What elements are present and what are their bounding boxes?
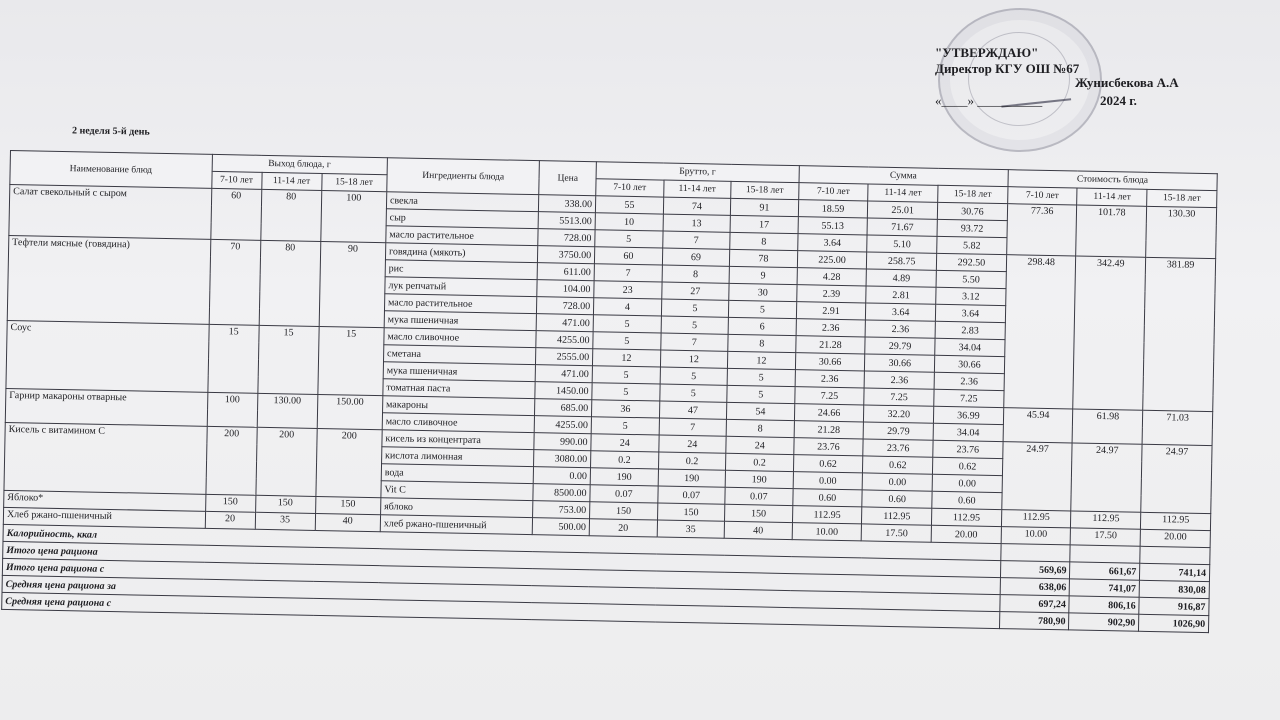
cell-s2: 4.89 <box>866 269 936 287</box>
cell-s1: 7.25 <box>794 387 864 405</box>
cell-price: 471.00 <box>536 365 593 383</box>
cell-b2: 27 <box>661 282 729 300</box>
cell-ing: Vit C <box>381 481 534 501</box>
cell-b3: 190 <box>725 470 793 488</box>
cell-s1: 2.39 <box>796 285 866 303</box>
cell-b3: 78 <box>730 249 798 267</box>
cell-s1: 24.66 <box>794 404 864 422</box>
approval-year: 2024 г. <box>1100 93 1137 108</box>
cell-price: 728.00 <box>538 229 595 247</box>
cell-s1: 0.62 <box>793 455 863 473</box>
cell-s2: 71.67 <box>867 218 937 236</box>
cell-b2: 74 <box>663 197 731 215</box>
cell-b1: 24 <box>591 434 659 452</box>
cell-s1: 10.00 <box>792 523 862 541</box>
cell-s2: 29.79 <box>865 337 935 355</box>
header-output: Выход блюда, г <box>212 154 388 174</box>
cell-s1: 0.00 <box>793 472 863 490</box>
cell-c1: 45.94 <box>1003 408 1073 443</box>
cell-s3: 2.83 <box>935 321 1005 339</box>
cell-ing: макароны <box>382 396 535 416</box>
cell-b2: 0.2 <box>658 452 726 470</box>
cell-o3: 40 <box>315 513 381 531</box>
header-age: 15-18 лет <box>321 173 387 191</box>
cell-c1: 298.48 <box>1004 255 1077 409</box>
cell-dish: Тефтели мясные (говядина) <box>7 235 210 324</box>
cell-price: 611.00 <box>538 263 595 281</box>
cell-dish: Гарнир макароны отварные <box>5 388 207 426</box>
cell-price: 4255.00 <box>535 416 592 434</box>
cell-o1: 60 <box>210 188 261 240</box>
cell-b1: 20 <box>589 519 657 537</box>
cell-s3: 2.36 <box>934 372 1004 390</box>
cell-s3: 3.12 <box>936 287 1006 305</box>
totals-value: 780,90 <box>999 612 1069 630</box>
cell-s1: 18.59 <box>798 200 868 218</box>
cell-b2: 5 <box>659 384 727 402</box>
cell-s3: 292.50 <box>936 253 1006 271</box>
cell-dish: Соус <box>6 320 209 392</box>
totals-label: Средняя цена рациона за <box>2 575 1000 611</box>
cell-s1: 112.95 <box>792 506 862 524</box>
cell-b1: 5 <box>593 315 661 333</box>
cell-dish: Яблоко* <box>4 490 206 511</box>
cell-b1: 5 <box>595 230 663 248</box>
cell-s1: 30.66 <box>795 353 865 371</box>
cell-b2: 35 <box>657 520 725 538</box>
cell-c3: 20.00 <box>1140 529 1210 547</box>
header-age: 15-18 лет <box>938 185 1008 203</box>
cell-s3: 20.00 <box>931 525 1001 543</box>
approval-dateline: «____» __________ <box>935 93 1043 108</box>
header-ingredients: Ингредиенты блюда <box>387 158 540 195</box>
cell-b1: 12 <box>593 349 661 367</box>
cell-b1: 5 <box>592 366 660 384</box>
cell-s3: 0.00 <box>932 474 1002 492</box>
cell-b1: 55 <box>595 196 663 214</box>
cell-ing: мука пшеничная <box>384 311 537 331</box>
cell-b3: 40 <box>724 521 792 539</box>
totals-value: 697,24 <box>1000 595 1070 613</box>
cell-c3: 112.95 <box>1141 512 1211 530</box>
cell-s3: 30.76 <box>937 202 1007 220</box>
cell-ing: масло растительное <box>384 294 537 314</box>
cell-b3: 0.2 <box>726 453 794 471</box>
cell-dish: Хлеб ржано-пшеничный <box>3 507 205 528</box>
cell-ing: сметана <box>383 345 536 365</box>
cell-s1: 21.28 <box>794 421 864 439</box>
cell-s3: 23.76 <box>933 440 1003 458</box>
cell-price: 500.00 <box>533 518 590 536</box>
header-cost: Стоимость блюда <box>1008 170 1218 191</box>
cell-s1: 2.36 <box>796 319 866 337</box>
totals-value <box>1001 544 1071 562</box>
cell-price: 2555.00 <box>536 348 593 366</box>
cell-b3: 12 <box>728 351 796 369</box>
cell-dish: Салат свекольный с сыром <box>9 185 211 240</box>
cell-s2: 112.95 <box>862 507 932 525</box>
cell-price: 990.00 <box>534 433 591 451</box>
cell-b3: 54 <box>727 402 795 420</box>
header-age: 7-10 лет <box>1007 187 1077 205</box>
cell-price: 5513.00 <box>538 212 595 230</box>
cell-b2: 7 <box>659 418 727 436</box>
cell-s2: 7.25 <box>864 388 934 406</box>
cell-s3: 0.60 <box>932 491 1002 509</box>
cell-o1: 150 <box>205 494 255 512</box>
cell-c2: 61.98 <box>1073 409 1143 444</box>
cell-b3: 5 <box>727 385 795 403</box>
cell-c3: 130.30 <box>1146 206 1217 258</box>
cell-ing: мука пшеничная <box>383 362 536 382</box>
cell-b2: 150 <box>657 503 725 521</box>
approval-director: Директор КГУ ОШ №67 <box>935 61 1080 76</box>
cell-s2: 17.50 <box>861 524 931 542</box>
cell-ing: яблоко <box>380 498 533 518</box>
cell-s2: 29.79 <box>863 422 933 440</box>
cell-s2: 0.00 <box>862 473 932 491</box>
cell-c1: 112.95 <box>1001 510 1071 528</box>
header-sum: Сумма <box>799 166 1008 187</box>
cell-o1: 20 <box>205 511 255 529</box>
totals-value: 569,69 <box>1000 561 1070 579</box>
cell-s3: 34.04 <box>935 338 1005 356</box>
cell-ing: масло растительное <box>386 226 539 246</box>
cell-b2: 13 <box>663 214 731 232</box>
cell-b2: 7 <box>662 231 730 249</box>
cell-price: 753.00 <box>533 501 590 519</box>
cell-o1: 70 <box>209 239 261 325</box>
header-age: 15-18 лет <box>731 181 799 199</box>
cell-b2: 12 <box>660 350 728 368</box>
cell-o2: 200 <box>256 427 317 496</box>
cell-b1: 5 <box>593 332 661 350</box>
menu-body <box>3 185 1216 548</box>
cell-s2: 2.36 <box>864 371 934 389</box>
cell-s1: 23.76 <box>793 438 863 456</box>
cell-ing: говядина (мякоть) <box>385 243 538 263</box>
cell-b1: 7 <box>594 264 662 282</box>
cell-o2: 15 <box>257 325 318 394</box>
cell-s2: 258.75 <box>867 252 937 270</box>
cell-s2: 0.60 <box>862 490 932 508</box>
cell-s1: 4.28 <box>797 268 867 286</box>
menu-table <box>1 150 1218 633</box>
cell-s1: 225.00 <box>797 251 867 269</box>
cell-c1: 10.00 <box>1001 527 1071 545</box>
totals-value <box>1070 545 1140 563</box>
cell-dish: Кисель с витамином С <box>4 422 207 494</box>
totals-label: Калорийность, ккал <box>3 524 1001 560</box>
totals-label: Средняя цена рациона с <box>2 592 1000 628</box>
cell-b2: 24 <box>658 435 726 453</box>
cell-price: 8500.00 <box>533 484 590 502</box>
cell-b1: 4 <box>593 298 661 316</box>
cell-b2: 7 <box>660 333 728 351</box>
cell-b2: 47 <box>659 401 727 419</box>
header-age: 7-10 лет <box>798 183 868 201</box>
cell-ing: свекла <box>386 192 539 212</box>
totals-value: 916,87 <box>1139 597 1209 615</box>
cell-s3: 36.99 <box>933 406 1003 424</box>
cell-price: 0.00 <box>534 467 591 485</box>
cell-s2: 23.76 <box>863 439 933 457</box>
cell-b2: 69 <box>662 248 730 266</box>
cell-b1: 10 <box>595 213 663 231</box>
cell-s3: 112.95 <box>932 508 1002 526</box>
cell-b2: 5 <box>661 316 729 334</box>
cell-c2: 342.49 <box>1073 256 1146 410</box>
cell-o3: 90 <box>319 241 386 327</box>
header-age: 11-14 лет <box>868 184 938 202</box>
cell-price: 338.00 <box>539 195 596 213</box>
cell-b3: 9 <box>729 266 797 284</box>
cell-c2: 112.95 <box>1071 511 1141 529</box>
totals-label: Итого цена рациона <box>3 541 1001 577</box>
cell-s1: 55.13 <box>798 217 868 235</box>
cell-o2: 80 <box>260 189 321 241</box>
cell-b2: 8 <box>662 265 730 283</box>
totals-value: 902,90 <box>1069 613 1139 631</box>
cell-ing: масло сливочное <box>384 328 537 348</box>
cell-s1: 2.91 <box>796 302 866 320</box>
cell-b3: 91 <box>730 198 798 216</box>
totals-value: 1026,90 <box>1139 614 1209 632</box>
totals-value: 661,67 <box>1070 562 1140 580</box>
cell-o2: 130.00 <box>257 393 318 428</box>
cell-s2: 2.81 <box>866 286 936 304</box>
cell-ing: масло сливочное <box>382 413 535 433</box>
cell-b3: 5 <box>727 368 795 386</box>
cell-ing: сыр <box>386 209 539 229</box>
cell-b1: 5 <box>591 417 659 435</box>
cell-b2: 190 <box>658 469 726 487</box>
cell-s2: 5.10 <box>867 235 937 253</box>
cell-b3: 8 <box>726 419 794 437</box>
menu-sheet <box>1 150 1218 633</box>
cell-price: 3080.00 <box>534 450 591 468</box>
cell-s2: 25.01 <box>868 201 938 219</box>
cell-c2: 24.97 <box>1071 443 1142 512</box>
cell-o1: 200 <box>205 426 256 495</box>
cell-o2: 150 <box>255 495 315 513</box>
cell-s2: 3.64 <box>866 303 936 321</box>
cell-c2: 17.50 <box>1071 528 1141 546</box>
cell-s3: 5.50 <box>936 270 1006 288</box>
header-price: Цена <box>539 161 596 196</box>
cell-b1: 23 <box>594 281 662 299</box>
cell-b1: 60 <box>594 247 662 265</box>
cell-o3: 150 <box>315 496 381 514</box>
cell-b3: 0.07 <box>725 487 793 505</box>
cell-ing: рис <box>385 260 538 280</box>
cell-s3: 3.64 <box>935 304 1005 322</box>
totals-value: 806,16 <box>1069 596 1139 614</box>
cell-ing: хлеб ржано-пшеничный <box>380 515 533 535</box>
cell-b1: 190 <box>590 468 658 486</box>
cell-price: 728.00 <box>537 297 594 315</box>
cell-ing: вода <box>381 464 534 484</box>
cell-b3: 24 <box>726 436 794 454</box>
cell-s3: 34.04 <box>933 423 1003 441</box>
cell-s3: 0.62 <box>932 457 1002 475</box>
cell-b3: 5 <box>729 300 797 318</box>
header-age: 11-14 лет <box>261 172 321 190</box>
cell-s2: 32.20 <box>864 405 934 423</box>
cell-s3: 30.66 <box>934 355 1004 373</box>
cell-c1: 24.97 <box>1002 442 1073 511</box>
cell-price: 4255.00 <box>536 331 593 349</box>
cell-b3: 6 <box>728 317 796 335</box>
cell-s3: 93.72 <box>937 219 1007 237</box>
cell-b1: 0.2 <box>591 451 659 469</box>
cell-c2: 101.78 <box>1076 205 1147 257</box>
cell-s1: 21.28 <box>795 336 865 354</box>
cell-b3: 30 <box>729 283 797 301</box>
cell-price: 685.00 <box>535 399 592 417</box>
cell-b2: 5 <box>660 367 728 385</box>
cell-o2: 80 <box>259 240 321 326</box>
cell-c3: 71.03 <box>1142 410 1212 445</box>
cell-s2: 0.62 <box>863 456 933 474</box>
cell-o3: 150.00 <box>317 394 383 429</box>
cell-o1: 100 <box>207 392 258 427</box>
cell-o3: 100 <box>320 190 386 242</box>
cell-ing: томатная паста <box>383 379 536 399</box>
cell-s2: 30.66 <box>865 354 935 372</box>
header-age: 11-14 лет <box>1077 188 1147 206</box>
cell-b3: 17 <box>730 215 798 233</box>
cell-s1: 3.64 <box>797 234 867 252</box>
header-age: 11-14 лет <box>663 180 731 198</box>
header-age: 7-10 лет <box>596 179 664 197</box>
totals-value: 830,08 <box>1139 580 1209 598</box>
approval-title: "УТВЕРЖДАЮ" <box>935 45 1039 60</box>
cell-price: 1450.00 <box>535 382 592 400</box>
header-dish: Наименование блюд <box>10 151 212 189</box>
cell-s1: 0.60 <box>792 489 862 507</box>
cell-s2: 2.36 <box>865 320 935 338</box>
cell-c3: 24.97 <box>1141 444 1212 513</box>
cell-b2: 0.07 <box>657 486 725 504</box>
day-label: 2 неделя 5-й день <box>71 125 150 138</box>
totals-value: 741,07 <box>1070 579 1140 597</box>
cell-o2: 35 <box>255 512 315 530</box>
approval-person: Жунисбекова А.А <box>1075 75 1179 90</box>
cell-s3: 7.25 <box>934 389 1004 407</box>
cell-b3: 150 <box>725 504 793 522</box>
cell-ing: кислота лимонная <box>381 447 534 467</box>
totals-value: 741,14 <box>1140 563 1210 581</box>
cell-ing: лук репчатый <box>385 277 538 297</box>
cell-b1: 5 <box>592 383 660 401</box>
totals-label: Итого цена рациона с <box>2 558 1000 594</box>
cell-b3: 8 <box>730 232 798 250</box>
totals-value: 638,06 <box>1000 578 1070 596</box>
cell-c3: 381.89 <box>1143 257 1216 411</box>
header-brutto: Брутто, г <box>596 162 799 183</box>
cell-price: 3750.00 <box>538 246 595 264</box>
header-age: 15-18 лет <box>1147 189 1217 207</box>
cell-o3: 15 <box>317 326 384 395</box>
cell-price: 471.00 <box>537 314 594 332</box>
cell-b2: 5 <box>661 299 729 317</box>
cell-s1: 2.36 <box>795 370 865 388</box>
cell-b3: 8 <box>728 334 796 352</box>
cell-s3: 5.82 <box>937 236 1007 254</box>
cell-o3: 200 <box>315 428 382 497</box>
cell-b1: 150 <box>590 502 658 520</box>
cell-o1: 15 <box>207 324 258 393</box>
totals-value <box>1140 546 1210 564</box>
cell-b1: 36 <box>592 400 660 418</box>
cell-c1: 77.36 <box>1006 204 1077 256</box>
cell-ing: кисель из концентрата <box>382 430 535 450</box>
cell-price: 104.00 <box>537 280 594 298</box>
cell-b1: 0.07 <box>590 485 658 503</box>
header-age: 7-10 лет <box>211 171 261 189</box>
